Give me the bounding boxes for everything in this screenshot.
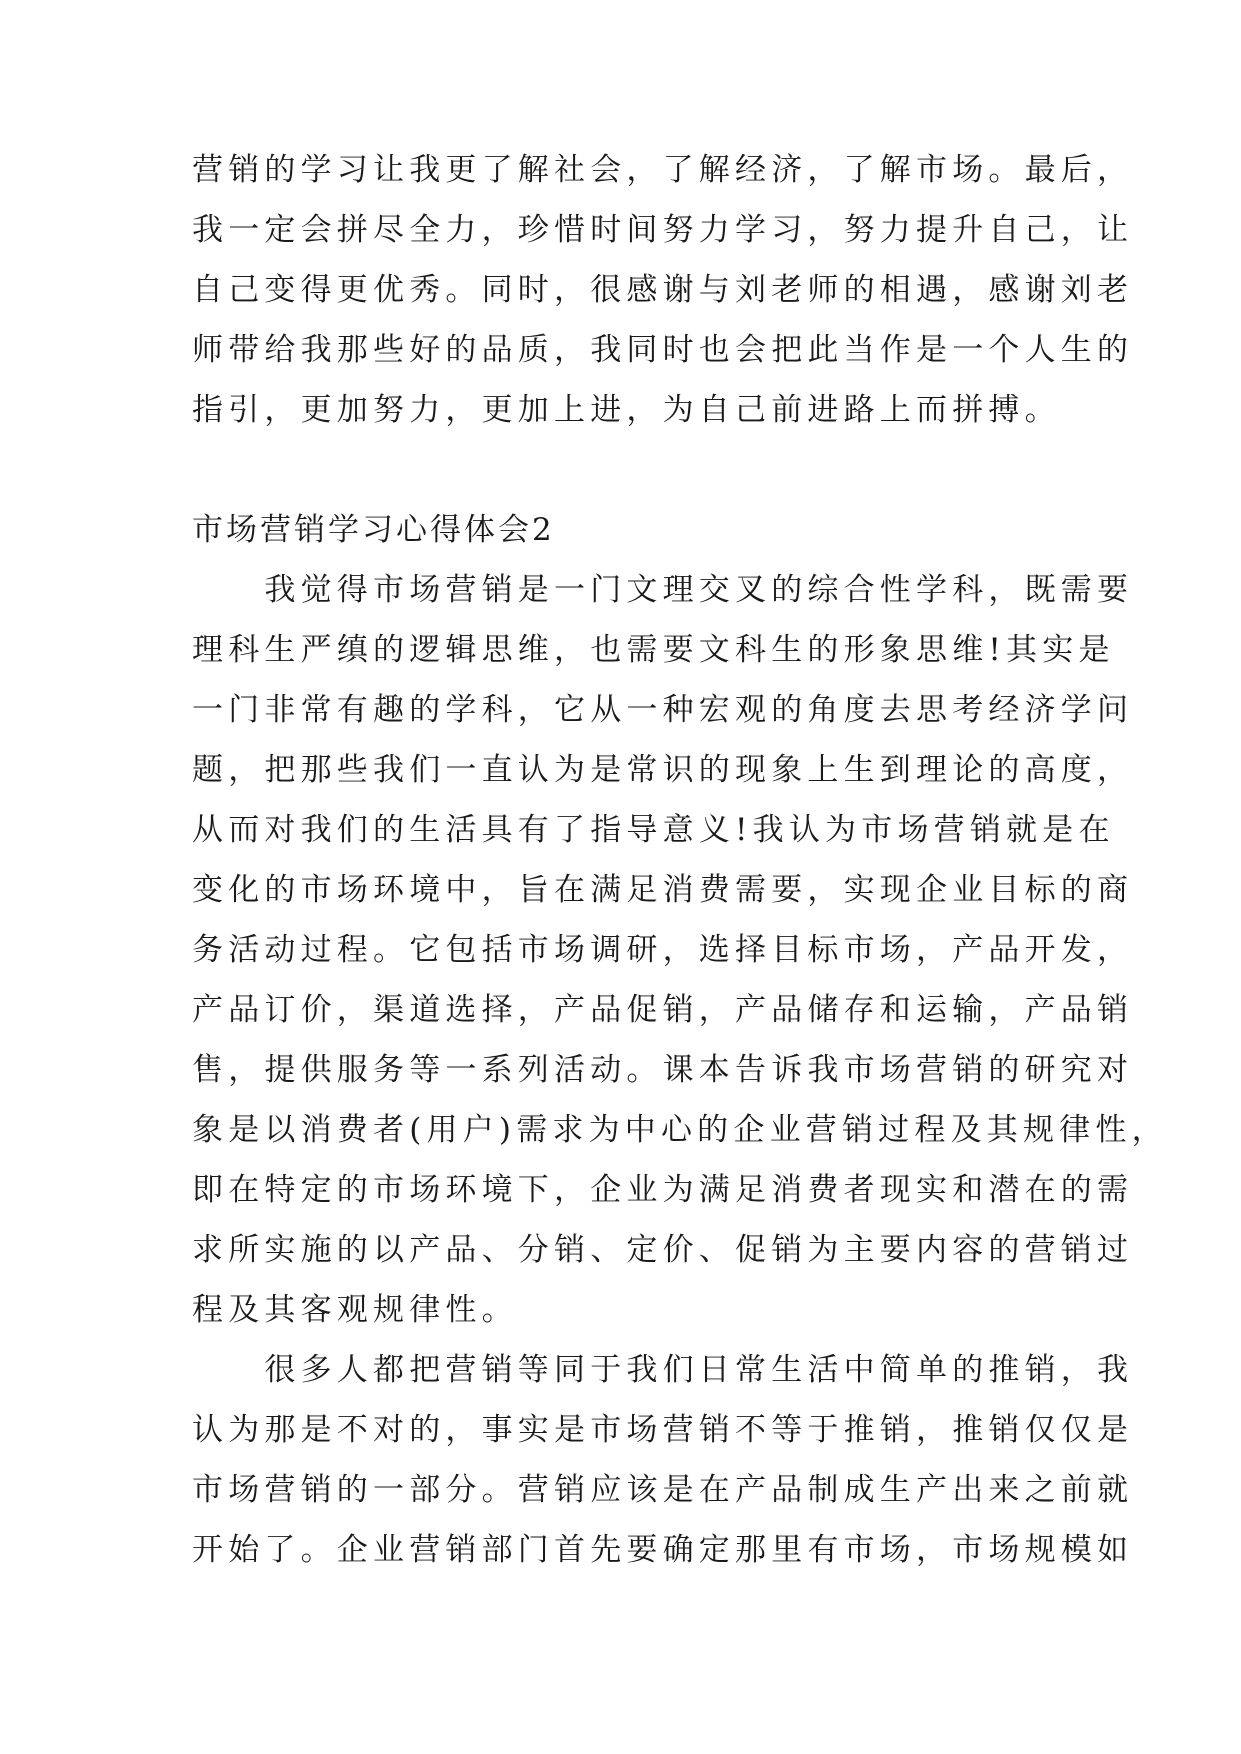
text-line: 我一定会拼尽全力，珍惜时间努力学习，努力提升自己，让 xyxy=(192,212,1134,248)
text-line: 从而对我们的生活具有了指导意义!我认为市场营销就是在 xyxy=(192,812,1115,848)
text-line: 变化的市场环境中，旨在满足消费需要，实现企业目标的商 xyxy=(192,872,1134,908)
text-line: 求所实施的以产品、分销、定价、促销为主要内容的营销过 xyxy=(192,1232,1134,1268)
text-line: 题，把那些我们一直认为是常识的现象上生到理论的高度， xyxy=(192,752,1134,788)
text-line: 我觉得市场营销是一门文理交叉的综合性学科，既需要 xyxy=(192,572,1134,608)
text-line: 程及其客观规律性。 xyxy=(192,1292,518,1328)
section-heading: 市场营销学习心得体会2 xyxy=(192,512,555,548)
text-line: 开始了。企业营销部门首先要确定那里有市场，市场规模如 xyxy=(192,1532,1134,1568)
text-line: 理科生严缜的逻辑思维，也需要文科生的形象思维!其实是 xyxy=(192,632,1115,668)
text-line: 营销的学习让我更了解社会，了解经济，了解市场。最后， xyxy=(192,152,1134,188)
text-line: 指引，更加努力，更加上进，为自己前进路上而拼搏。 xyxy=(192,392,1061,428)
text-line: 很多人都把营销等同于我们日常生活中简单的推销，我 xyxy=(192,1352,1134,1388)
text-line: 务活动过程。它包括市场调研，选择目标市场，产品开发， xyxy=(192,932,1134,968)
text-line: 即在特定的市场环境下，企业为满足消费者现实和潜在的需 xyxy=(192,1172,1134,1208)
text-line: 认为那是不对的，事实是市场营销不等于推销，推销仅仅是 xyxy=(192,1412,1134,1448)
text-line: 售，提供服务等一系列活动。课本告诉我市场营销的研究对 xyxy=(192,1052,1134,1088)
text-line: 一门非常有趣的学科，它从一种宏观的角度去思考经济学问 xyxy=(192,692,1134,728)
text-line: 产品订价，渠道选择，产品促销，产品储存和运输，产品销 xyxy=(192,992,1134,1028)
text-line: 市场营销的一部分。营销应该是在产品制成生产出来之前就 xyxy=(192,1472,1134,1508)
text-line: 师带给我那些好的品质，我同时也会把此当作是一个人生的 xyxy=(192,332,1134,368)
text-line: 自己变得更优秀。同时，很感谢与刘老师的相遇，感谢刘老 xyxy=(192,272,1134,308)
text-line: 象是以消费者(用户)需求为中心的企业营销过程及其规律性， xyxy=(192,1112,1168,1148)
